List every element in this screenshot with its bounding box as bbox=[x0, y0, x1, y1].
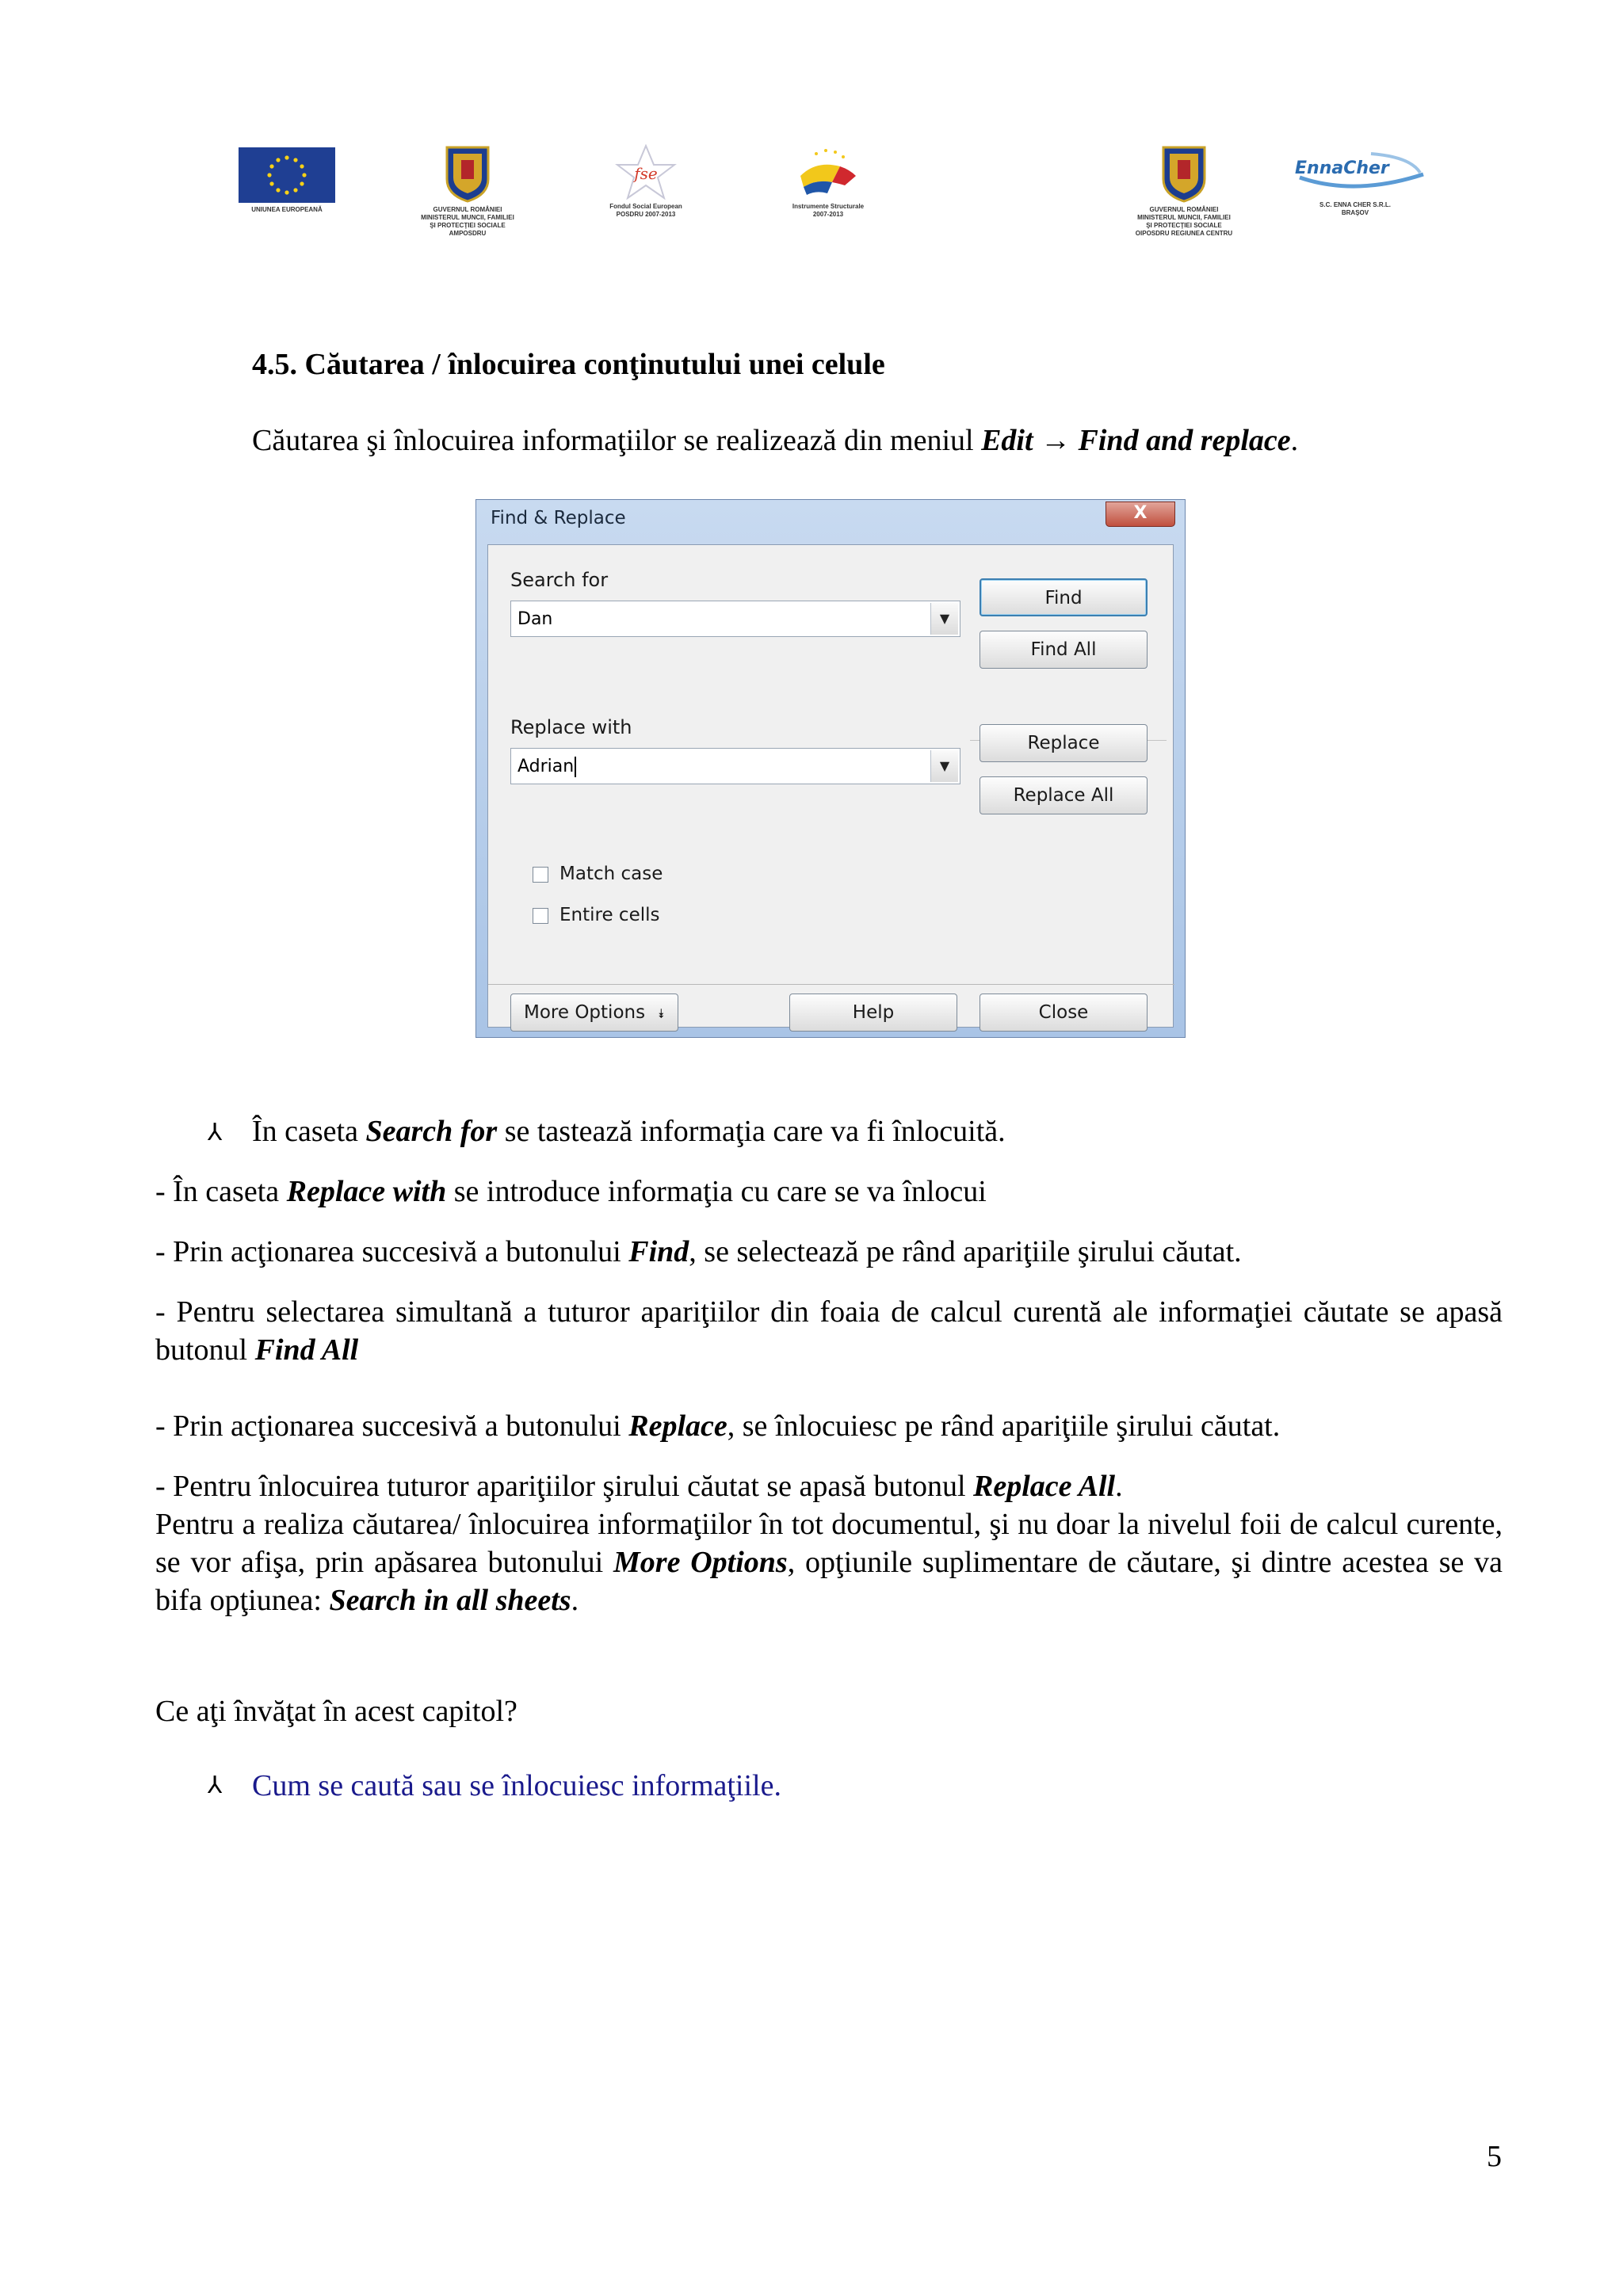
is-logo bbox=[769, 144, 888, 219]
p7-text: Pentru a realiza căutarea/ înlocuirea informaţiilor în tot documentul, şi nu doar la nivelul foii de calcul curente, se vor afişa, prin apăsarea butonului bbox=[155, 1508, 1503, 1579]
p6-text: - Pentru înlocuirea tuturor apariţiilor şirului căutat se apasă butonul bbox=[155, 1470, 974, 1503]
ennacher-logo bbox=[1284, 146, 1426, 217]
ennacher-swoosh-icon bbox=[1284, 146, 1426, 198]
replace-with-value bbox=[517, 757, 576, 777]
p2-bold: Replace with bbox=[286, 1175, 447, 1208]
match-case-label: Match case bbox=[559, 864, 663, 884]
p1-text: În caseta bbox=[252, 1115, 366, 1148]
replace-all-button[interactable]: Replace All bbox=[980, 776, 1148, 814]
instrumente-structurale-icon bbox=[792, 144, 864, 200]
p3-text: - Prin acţionarea succesivă a butonului bbox=[155, 1235, 629, 1268]
bullet-icon: ⅄ bbox=[208, 1119, 223, 1146]
text-caret bbox=[575, 757, 576, 777]
dialog-title: Find & Replace bbox=[491, 508, 626, 528]
replace-with-text: Adrian bbox=[517, 757, 575, 776]
dialog-body bbox=[487, 544, 1174, 1028]
paragraph-2 bbox=[155, 1173, 1503, 1211]
paragraph-7 bbox=[155, 1505, 1503, 1619]
p7-text-end: . bbox=[571, 1584, 579, 1617]
help-button[interactable]: Help bbox=[789, 994, 957, 1032]
p7-bold-2: Search in all sheets bbox=[329, 1584, 571, 1617]
eu-caption: UNIUNEA EUROPEANĂ bbox=[251, 206, 323, 213]
paragraph-3 bbox=[155, 1233, 1503, 1271]
search-for-input[interactable] bbox=[510, 601, 960, 637]
p5-bold: Replace bbox=[628, 1409, 727, 1443]
svg-text:fse: fse bbox=[634, 164, 658, 183]
close-button[interactable]: Close bbox=[980, 994, 1148, 1032]
p6-text-end: . bbox=[1115, 1470, 1123, 1503]
p1-bold: Search for bbox=[365, 1115, 498, 1148]
menu-arrow: → bbox=[1033, 424, 1079, 457]
gov-caption-1: GUVERNUL ROMÂNIEI MINISTERUL MUNCII, FAMILIEI ŞI PROTECŢIEI SOCIALE AMPOSDRU bbox=[421, 206, 514, 237]
dialog-close-icon[interactable]: X bbox=[1106, 502, 1175, 527]
menu-find-replace: Find and replace bbox=[1078, 424, 1291, 457]
eu-flag-icon bbox=[239, 147, 335, 203]
p2-text: - În caseta bbox=[155, 1175, 287, 1208]
section-heading: 4.5. Căutarea / înlocuirea conţinutului unei celule bbox=[252, 348, 885, 381]
p4-bold: Find All bbox=[254, 1333, 359, 1367]
p4-text: - Pentru selectarea simultană a tuturor apariţiilor din foaia de calcul curentă ale informaţiei căutate se apasă butonul bbox=[155, 1295, 1503, 1367]
gov-logo-1 bbox=[396, 144, 539, 238]
footer-separator bbox=[488, 984, 1174, 985]
fse-caption: Fondul Social European POSDRU 2007-2013 bbox=[609, 203, 682, 218]
paragraph-1 bbox=[252, 1112, 1520, 1150]
double-chevron-down-icon: ⯯ bbox=[657, 1006, 665, 1021]
p2-text-end: se introduce informaţia cu care se va înlocui bbox=[446, 1175, 987, 1208]
romanian-crest-icon bbox=[1159, 144, 1209, 203]
p3-text-end: , se selectează pe rând apariţiile şirului căutat. bbox=[689, 1235, 1242, 1268]
ennacher-caption: S.C. ENNA CHER S.R.L. BRAŞOV bbox=[1319, 201, 1391, 216]
chevron-down-icon[interactable]: ▼ bbox=[930, 750, 958, 782]
entire-cells-checkbox[interactable] bbox=[533, 908, 548, 924]
paragraph-4 bbox=[155, 1293, 1503, 1369]
p3-bold: Find bbox=[628, 1235, 689, 1268]
bullet-icon: ⅄ bbox=[208, 1772, 223, 1798]
entire-cells-label: Entire cells bbox=[559, 905, 660, 925]
p7-bold-1: More Options bbox=[613, 1546, 788, 1579]
match-case-checkbox[interactable] bbox=[533, 867, 548, 883]
replace-with-input[interactable] bbox=[510, 748, 960, 784]
find-replace-dialog bbox=[475, 499, 1186, 1038]
p5-text-end: , se înlocuiesc pe rând apariţiile şirului căutat. bbox=[727, 1409, 1281, 1443]
intro-paragraph bbox=[252, 421, 1520, 460]
find-button[interactable]: Find bbox=[980, 578, 1148, 616]
search-for-value: Dan bbox=[517, 609, 553, 629]
more-options-button[interactable] bbox=[510, 994, 678, 1032]
replace-button[interactable]: Replace bbox=[980, 724, 1148, 762]
fse-logo bbox=[586, 144, 705, 219]
search-for-label: Search for bbox=[510, 569, 609, 591]
find-all-button[interactable]: Find All bbox=[980, 631, 1148, 669]
eu-logo bbox=[231, 147, 342, 214]
replace-with-label: Replace with bbox=[510, 716, 632, 738]
intro-end: . bbox=[1290, 424, 1299, 457]
paragraph-6 bbox=[155, 1467, 1503, 1505]
fse-star-icon bbox=[614, 144, 678, 200]
more-options-label: More Options bbox=[524, 1002, 646, 1023]
paragraph-5 bbox=[155, 1407, 1503, 1445]
menu-edit: Edit bbox=[981, 424, 1033, 457]
chevron-down-icon[interactable]: ▼ bbox=[930, 603, 958, 635]
summary-item: Cum se caută sau se înlocuiesc informaţiile. bbox=[252, 1769, 781, 1802]
gov-logo-2 bbox=[1105, 144, 1263, 238]
chapter-question: Ce aţi învăţat în acest capitol? bbox=[155, 1695, 517, 1728]
p5-text: - Prin acţionarea succesivă a butonului bbox=[155, 1409, 629, 1443]
is-caption: Instrumente Structurale 2007-2013 bbox=[792, 203, 865, 218]
intro-text: Căutarea şi înlocuirea informaţiilor se realizează din meniul bbox=[252, 424, 982, 457]
page-number: 5 bbox=[1487, 2140, 1502, 2173]
romanian-crest-icon bbox=[442, 144, 493, 203]
p7-text-mid: , opţiunile suplimentare de căutare, şi dintre acestea se va bifa opţiunea: bbox=[155, 1546, 1503, 1617]
p6-bold: Replace All bbox=[973, 1470, 1116, 1503]
ennacher-wordmark: EnnaCher bbox=[1295, 158, 1389, 178]
p1-text-end: se tastează informaţia care va fi înlocuită. bbox=[497, 1115, 1006, 1148]
gov-caption-2: GUVERNUL ROMÂNIEI MINISTERUL MUNCII, FAMILIEI ŞI PROTECŢIEI SOCIALE OIPOSDRU REGIUNEA CENTRU bbox=[1135, 206, 1233, 237]
